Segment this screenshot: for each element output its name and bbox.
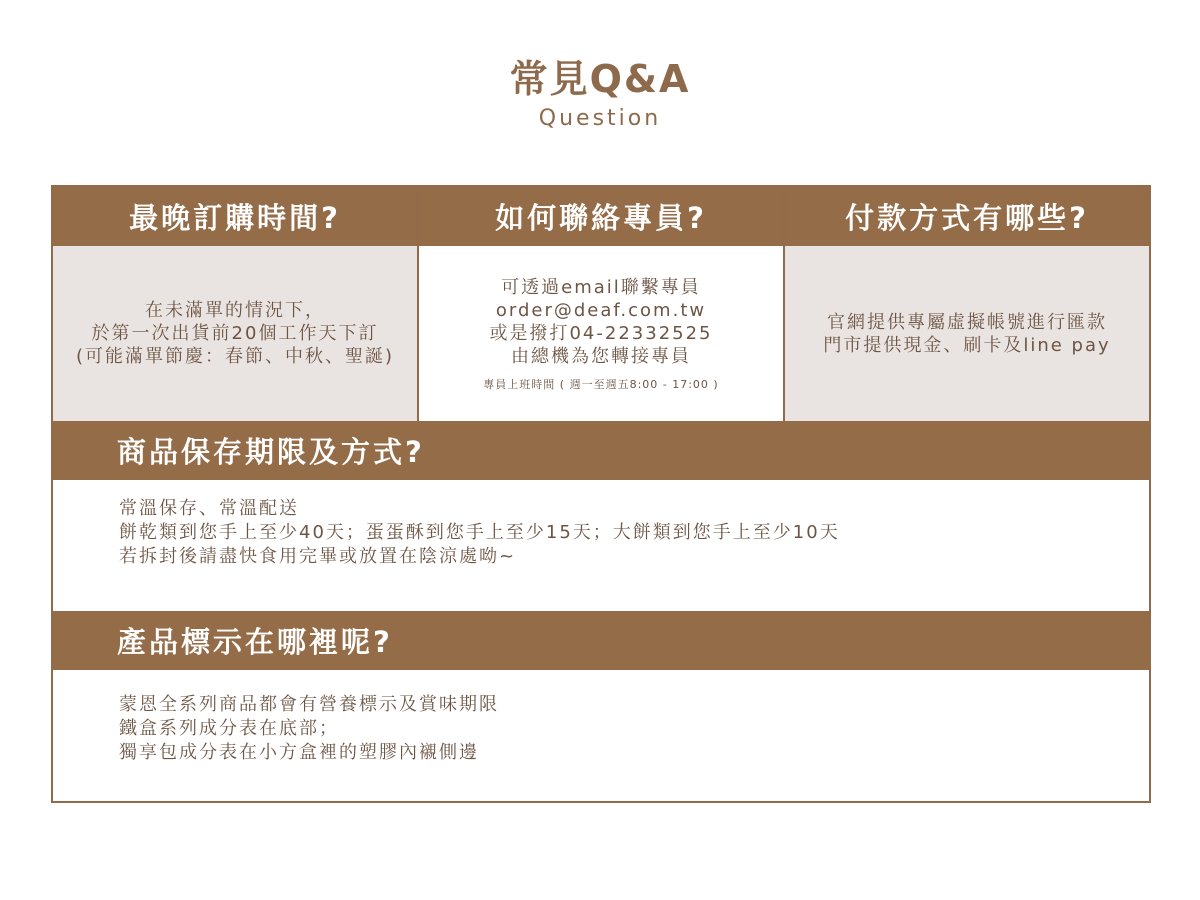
phone-link[interactable]: 或是撥打04-22332525 (489, 322, 713, 344)
answer-payment (785, 246, 1149, 421)
question-payment: 付款方式有哪些? (785, 187, 1149, 246)
answer-line: 蒙恩全系列商品都會有營養標示及賞味期限 (119, 694, 499, 715)
question-label: 產品標示在哪裡呢? (53, 611, 1149, 670)
answer-line: 可透過email聯繫專員 (501, 276, 701, 298)
faq-payment (783, 187, 1149, 421)
answer-line: 獨享包成分表在小方盒裡的塑膠內襯側邊 (119, 742, 479, 763)
question-storage: 商品保存期限及方式? (53, 421, 1149, 480)
page-title: 常見Q&A (509, 57, 691, 101)
answer-label (53, 670, 1149, 801)
answer-line: 於第一次出貨前20個工作天下訂 (91, 323, 379, 344)
answer-line: 餅乾類到您手上至少40天；蛋蛋酥到您手上至少15天；大餅類到您手上至少10天 (119, 522, 840, 543)
answer-line: 門市提供現金、刷卡及line pay (823, 334, 1111, 356)
page-subtitle: Question (538, 106, 662, 131)
question-order-deadline: 最晚訂購時間? (53, 187, 417, 246)
answer-storage (53, 480, 1149, 611)
answer-contact (419, 246, 783, 421)
faq-order-deadline (53, 187, 417, 421)
faq-contact (417, 187, 783, 421)
answer-line: 由總機為您轉接專員 (511, 345, 691, 367)
faq-table (51, 185, 1151, 803)
email-link[interactable]: order@deaf.com.tw (495, 299, 707, 321)
answer-line: (可能滿單節慶：春節、中秋、聖誕) (75, 346, 395, 367)
answer-line: 常溫保存、常溫配送 (119, 498, 299, 519)
answer-line: 若拆封後請盡快食用完畢或放置在陰涼處呦~ (119, 546, 517, 567)
answer-order-deadline (53, 246, 417, 421)
question-contact: 如何聯絡專員? (419, 187, 783, 246)
answer-line: 鐵盒系列成分表在底部； (119, 718, 339, 739)
office-hours-note: 專員上班時間 ( 週一至週五8:00 - 17:00 ) (483, 377, 719, 391)
faq-top-row (53, 187, 1149, 421)
answer-line: 官網提供專屬虛擬帳號進行匯款 (827, 311, 1107, 333)
answer-line: 在未滿單的情況下， (145, 300, 325, 321)
